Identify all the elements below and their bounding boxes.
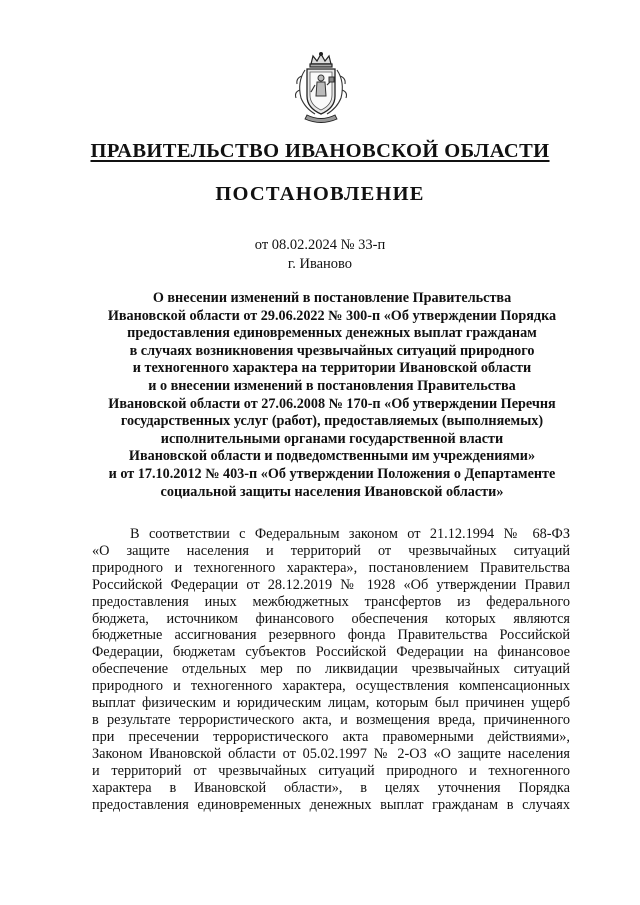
body-line: в результате террористического акта, и возмещения вреда, причиненного (92, 711, 570, 728)
body-line: природного и техногенного характера», постановлением Правительства (92, 559, 570, 576)
body-line: предоставления иных межбюджетных трансфертов из федерального (92, 593, 570, 610)
body-line: выплат физическим и юридическим лицам, которым был причинен ущерб (92, 695, 570, 712)
subject-line: и о внесении изменений в постановления Правительства (148, 377, 516, 394)
subject-line: и от 17.10.2012 № 403-п «Об утверждении Положения о Департаменте (108, 465, 556, 482)
date-and-number: от 08.02.2024 № 33-п (254, 237, 386, 253)
body-line: предоставления единовременных денежных выплат гражданам в случаях (92, 796, 570, 813)
body-line: бюджета, источником финансового обеспечения которых являются (92, 610, 570, 627)
body-line: Федерации, бюджетам субъектов Российской Федерации на финансовое (92, 644, 570, 661)
body-line: обеспечение отдельных мер по ликвидации чрезвычайных ситуаций (92, 661, 570, 678)
document-subject (88, 290, 576, 501)
subject-line: исполнительными органами государственной власти (160, 430, 504, 447)
subject-line: и техногенного характера на территории Ивановской области (132, 360, 532, 377)
body-line: при пресечении террористического акта правомерными действиями», (92, 728, 570, 745)
subject-line: Ивановской области от 27.06.2008 № 170-п «Об утверждении Перечня (108, 395, 556, 412)
coat-of-arms-icon (293, 52, 349, 124)
subject-line: государственных услуг (работ), предоставляемых (выполняемых) (120, 413, 544, 430)
city: г. Иваново (287, 256, 353, 272)
body-line: бюджетные ассигнования резервного фонда Правительства Российской (92, 627, 570, 644)
body-line: В соответствии с Федеральным законом от 21.12.1994 № 68-ФЗ (130, 526, 570, 542)
subject-line: Ивановской области от 29.06.2022 № 300-п «Об утверждении Порядка (107, 307, 557, 324)
subject-line: социальной защиты населения Ивановской области» (160, 483, 504, 500)
body-paragraph (92, 526, 570, 813)
body-line: природного и техногенного характера, осуществления компенсационных (92, 678, 570, 695)
subject-line: в случаях возникновения чрезвычайных ситуаций природного (129, 342, 535, 359)
subject-line: Ивановской области и подведомственными им учреждениями» (128, 448, 536, 465)
body-line: характера в Ивановской области», в целях уточнения Порядка (92, 779, 570, 796)
body-line: «О защите населения и территорий от чрезвычайных ситуаций (92, 542, 570, 559)
document-type-title: ПОСТАНОВЛЕНИЕ (215, 183, 425, 205)
organization-title: ПРАВИТЕЛЬСТВО ИВАНОВСКОЙ ОБЛАСТИ (90, 140, 550, 162)
body-line: и территорий от чрезвычайных ситуаций природного и техногенного (92, 762, 570, 779)
subject-line: О внесении изменений в постановление Правительства (152, 290, 512, 306)
body-line: Законом Ивановской области от 05.02.1997 № 2-ОЗ «О защите населения (92, 745, 570, 762)
subject-line: предоставления единовременных денежных выплат гражданам (127, 325, 537, 342)
body-line: Российской Федерации от 28.12.2019 № 1928 «Об утверждении Правил (92, 576, 570, 593)
